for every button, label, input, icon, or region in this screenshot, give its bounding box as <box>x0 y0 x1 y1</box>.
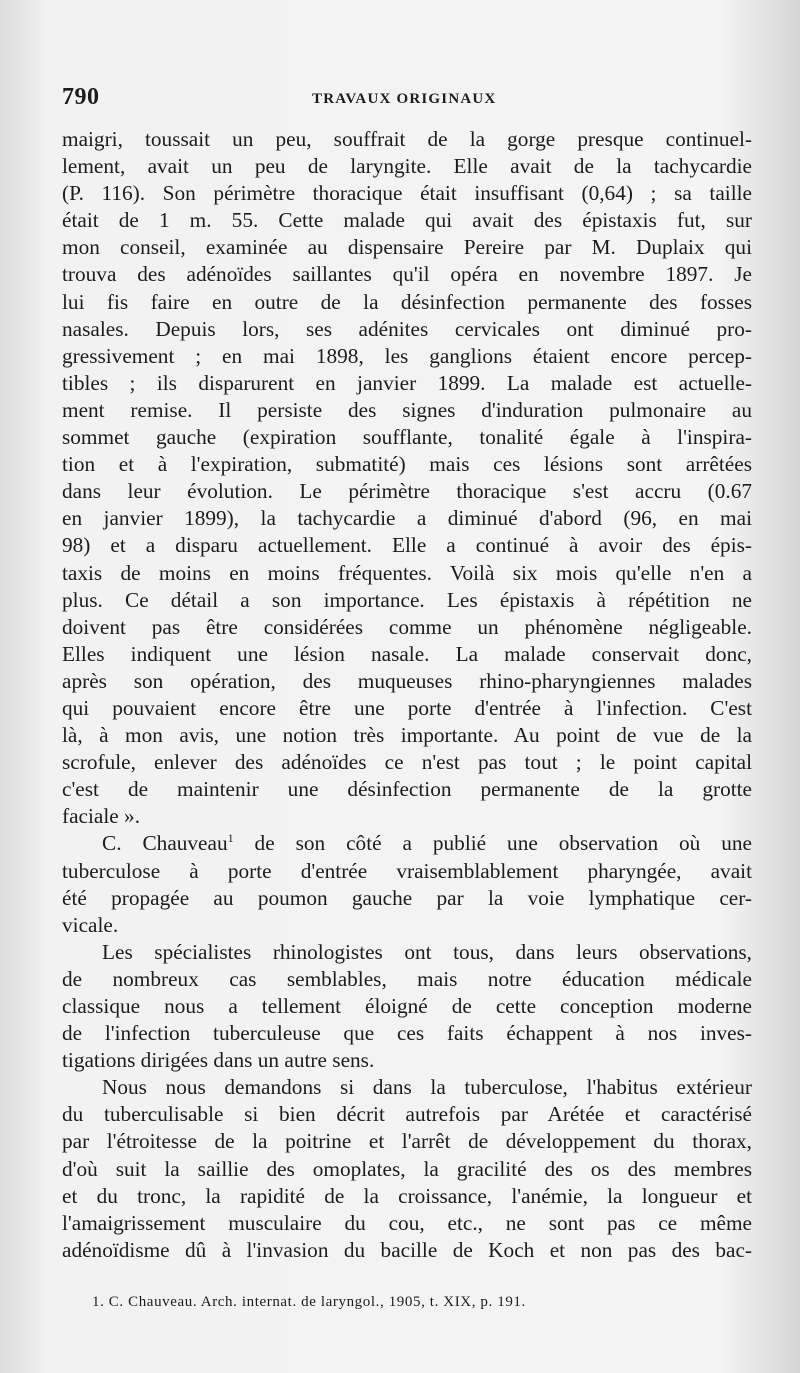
text-line: adénoïdisme dû à l'invasion du bacille de Koch et non pas des bac- <box>62 1237 752 1262</box>
text-line: 98) et a disparu actuellement. Elle a continué à avoir des épis- <box>62 533 752 558</box>
text-line: plus. Ce détail a son importance. Les épistaxis à répétition ne <box>62 587 752 612</box>
text-line: lui fis faire en outre de la désinfection permanente des fosses <box>62 289 752 314</box>
text-line: nasales. Depuis lors, ses adénites cervicales ont diminué pro- <box>62 316 752 341</box>
text-line: après son opération, des muqueuses rhino-pharyngiennes malades <box>62 668 752 693</box>
text-line: été propagée au poumon gauche par la voie lymphatique cer- <box>62 885 752 910</box>
text-line: Nous nous demandons si dans la tuberculose, l'habitus extérieur <box>102 1075 752 1100</box>
text-line: faciale ». <box>62 804 141 829</box>
body-text <box>62 126 752 1264</box>
text-line: là, à mon avis, une notion très importante. Au point de vue de la <box>62 723 752 748</box>
author-name: C. Chauveau <box>102 831 228 856</box>
running-title: TRAVAUX ORIGINAUX <box>312 91 497 107</box>
text-line: du tuberculisable si bien décrit autrefois par Arétée et caractérisé <box>62 1102 752 1127</box>
text-line: (P. 116). Son périmètre thoracique était insuffisant (0,64) ; sa taille <box>62 181 752 206</box>
footnote-marker: 1 <box>227 831 234 846</box>
text-line: tibles ; ils disparurent en janvier 1899. La malade est actuelle- <box>62 370 752 395</box>
text-line: gressivement ; en mai 1898, les ganglions étaient encore percep- <box>62 343 752 368</box>
text-line: Les spécialistes rhinologistes ont tous, dans leurs observations, <box>102 939 752 964</box>
text-line-chauveau <box>62 830 752 857</box>
text-line-rest: de son côté a publié une observation où une <box>233 831 752 856</box>
text-line: tigations dirigées dans un autre sens. <box>62 1048 375 1073</box>
text-line: dans leur évolution. Le périmètre thoracique s'est accru (0.67 <box>62 479 752 504</box>
text-line: maigri, toussait un peu, souffrait de la gorge presque continuel- <box>62 127 752 151</box>
text-line: classique nous a tellement éloigné de cette conception moderne <box>62 994 752 1018</box>
footnote: 1. C. Chauveau. Arch. internat. de laryngol., 1905, t. XIX, p. 191. <box>92 1294 526 1310</box>
text-line: vicale. <box>62 912 119 937</box>
text-line: tuberculose à porte d'entrée vraisemblablement pharyngée, avait <box>62 858 752 883</box>
text-line: trouva des adénoïdes saillantes qu'il opéra en novembre 1897. Je <box>62 262 752 287</box>
text-line: de nombreux cas semblables, mais notre éducation médicale <box>62 966 752 991</box>
text-line: lement, avait un peu de laryngite. Elle avait de la tachycardie <box>62 154 752 179</box>
text-line: tion et à l'expiration, submatité) mais ces lésions sont arrêtées <box>62 452 752 477</box>
text-line: l'amaigrissement musculaire du cou, etc., ne sont pas ce même <box>62 1210 752 1235</box>
text-line: par l'étroitesse de la poitrine et l'arrêt de développement du thorax, <box>62 1129 752 1154</box>
page-header <box>62 84 752 118</box>
text-line: taxis de moins en moins fréquentes. Voilà six mois qu'elle n'en a <box>62 560 752 585</box>
text-line: sommet gauche (expiration soufflante, tonalité égale à l'inspira- <box>62 425 752 450</box>
text-line: doivent pas être considérées comme un phénomène négligeable. <box>62 614 752 639</box>
text-line: mon conseil, examinée au dispensaire Pereire par M. Duplaix qui <box>62 235 752 260</box>
text-line: scrofule, enlever des adénoïdes ce n'est pas tout ; le point capital <box>62 750 752 775</box>
text-line: de l'infection tuberculeuse que ces faits échappent à nos inves- <box>62 1021 752 1046</box>
text-line: c'est de maintenir une désinfection permanente de la grotte <box>62 777 752 802</box>
page-number: 790 <box>62 84 100 110</box>
text-line: en janvier 1899), la tachycardie a diminué d'abord (96, en mai <box>62 506 752 531</box>
text-line: était de 1 m. 55. Cette malade qui avait des épistaxis fut, sur <box>62 208 752 233</box>
text-line: qui pouvaient encore être une porte d'entrée à l'infection. C'est <box>62 695 752 720</box>
text-line: ment remise. Il persiste des signes d'induration pulmonaire au <box>62 397 752 422</box>
text-line: d'où suit la saillie des omoplates, la gracilité des os des membres <box>62 1156 752 1181</box>
text-line: Elles indiquent une lésion nasale. La malade conservait donc, <box>62 641 752 666</box>
text-line: et du tronc, la rapidité de la croissance, l'anémie, la longueur et <box>62 1183 752 1208</box>
